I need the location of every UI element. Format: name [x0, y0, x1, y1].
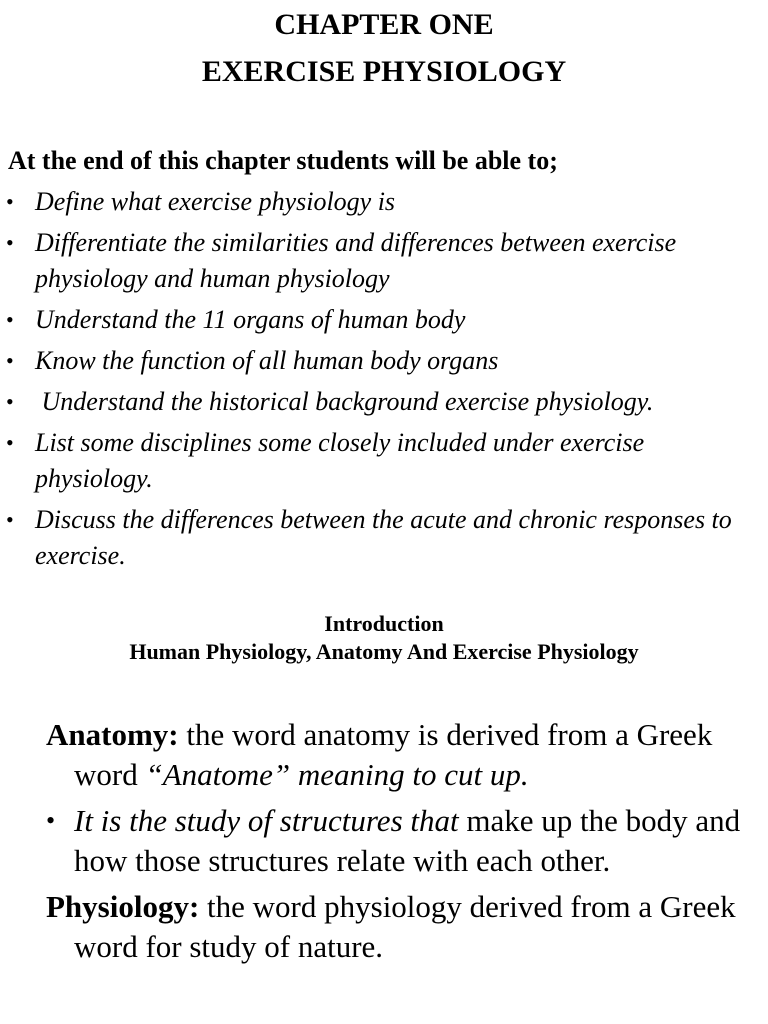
objective-item: • Discuss the differences between the acute and chronic responses to exercise.	[0, 502, 760, 574]
physiology-definition: Physiology: the word physiology derived from a Greek word for study of nature.	[46, 889, 736, 964]
bullet-icon: •	[6, 189, 14, 214]
objectives-heading: At the end of this chapter students will be able to;	[8, 146, 558, 175]
objective-item: • Define what exercise physiology is	[0, 184, 760, 220]
anatomy-bullet: • It is the study of structures that make up the body and how those structures relate with each other.	[46, 803, 741, 878]
objective-item: • Understand the historical background exercise physiology.	[0, 384, 760, 420]
introduction-subheading: Human Physiology, Anatomy And Exercise Physiology	[129, 639, 639, 664]
anatomy-term: Anatomy:	[46, 717, 179, 752]
anatomy-definition: Anatomy: the word anatomy is derived from a Greek word “Anatome” meaning to cut up.	[46, 717, 713, 792]
introduction-heading: Introduction	[324, 611, 444, 636]
bullet-icon: •	[6, 507, 14, 532]
objective-item: • Know the function of all human body organs	[0, 343, 760, 379]
bullet-icon: •	[46, 806, 56, 835]
page-title: EXERCISE PHYSIOLOGY	[201, 55, 567, 88]
bullet-icon: •	[6, 307, 14, 332]
bullet-icon: •	[6, 348, 14, 373]
physiology-term: Physiology:	[46, 889, 200, 924]
objective-item: • Understand the 11 organs of human body	[0, 302, 760, 338]
bullet-icon: •	[6, 430, 14, 455]
bullet-icon: •	[6, 230, 14, 255]
objectives-list	[0, 184, 760, 579]
bullet-icon: •	[6, 389, 14, 414]
objective-item: • Differentiate the similarities and differences between exercise physiology and human physiology	[0, 225, 760, 297]
definitions-section	[46, 715, 746, 973]
objective-item: • List some disciplines some closely included under exercise physiology.	[0, 425, 760, 497]
chapter-label: CHAPTER ONE	[274, 8, 494, 41]
